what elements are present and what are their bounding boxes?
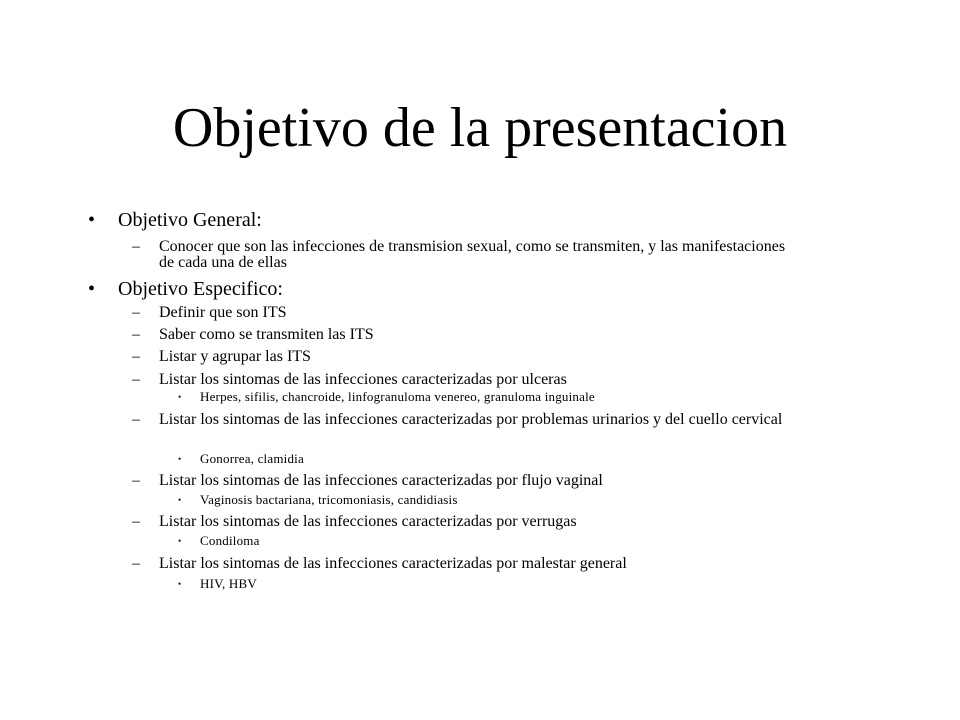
bullet-marker: • [178,454,182,464]
dash-marker: – [132,472,140,489]
sub-list-item-text: HIV, HBV [200,576,257,591]
bullet-marker: • [88,209,96,231]
dash-marker: – [132,304,140,321]
bullet-marker: • [178,392,182,402]
list-item-text: Definir que son ITS [159,304,287,321]
sub-list-item-text: Condiloma [200,533,260,548]
dash-marker: – [132,326,140,343]
heading-objetivo-especifico: Objetivo Especifico: [118,278,283,300]
dash-marker: – [132,238,140,255]
list-item-text: Listar los sintomas de las infecciones caracterizadas por flujo vaginal [159,472,603,489]
bullet-marker: • [178,495,182,505]
heading-objetivo-general: Objetivo General: [118,209,262,231]
dash-marker: – [132,348,140,365]
bullet-marker: • [178,579,182,589]
bullet-marker: • [178,536,182,546]
list-item-text: Saber como se transmiten las ITS [159,326,374,343]
list-item-text: Listar los sintomas de las infecciones caracterizadas por problemas urinarios y del cuello cervical [159,411,783,428]
list-item-text: Listar los sintomas de las infecciones caracterizadas por malestar general [159,555,627,572]
slide-title: Objetivo de la presentacion [172,97,788,159]
sub-list-item-text: Vaginosis bactariana, tricomoniasis, candidiasis [200,492,458,507]
list-item-text: Listar y agrupar las ITS [159,348,311,365]
list-item-text: Listar los sintomas de las infecciones caracterizadas por verrugas [159,513,577,530]
list-item-text: Listar los sintomas de las infecciones caracterizadas por ulceras [159,371,567,388]
sub-list-item-text: Herpes, sifilis, chancroide, linfogranuloma venereo, granuloma inguinale [200,389,595,404]
dash-marker: – [132,555,140,572]
dash-marker: – [132,411,140,428]
dash-marker: – [132,371,140,388]
bullet-marker: • [88,278,96,300]
sub-list-item-text: Gonorrea, clamidia [200,451,304,466]
list-item-text: Conocer que son las infecciones de transmision sexual, como se transmiten, y las manifestaciones de cada una de ellas [159,238,786,271]
dash-marker: – [132,513,140,530]
